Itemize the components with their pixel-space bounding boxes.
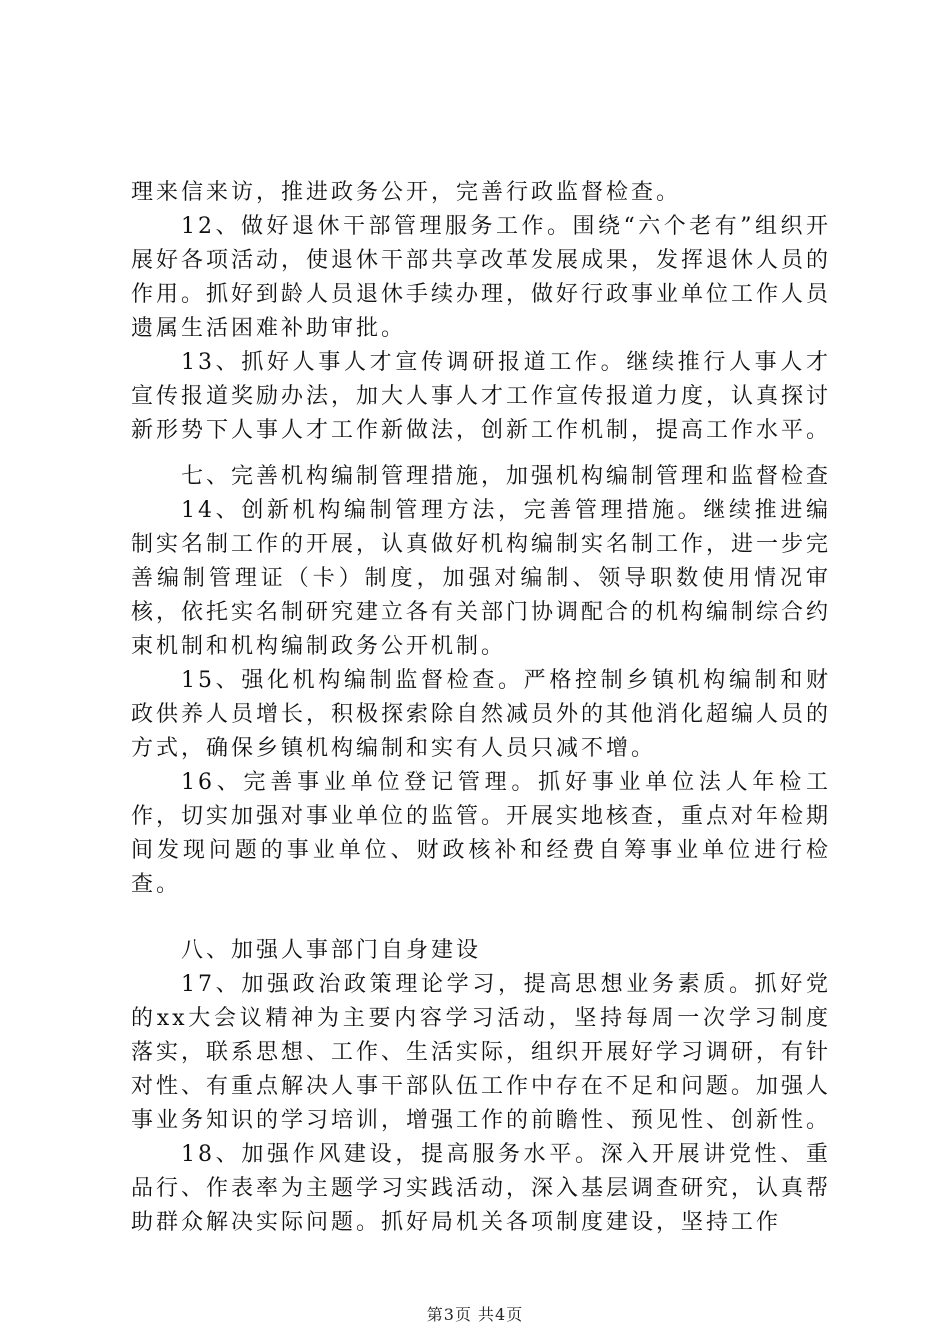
paragraph-continuation: 理来信来访，推进政务公开，完善行政监督检查。	[131, 180, 682, 205]
page-number-footer: 第3页 共4页	[426, 1305, 524, 1324]
paragraph-item-17: 17、加强政治政策理论学习，提高思想业务素质。抓好党的xx大会议精神为主要内容学习活动，坚持每周一次学习制度落实，联系思想、工作、生活实际，组织开展好学习调研，有针对性、有重点解决人事干部队伍工作中存在不足和问题。加强人事业务知识的学习培训，增强工作的前瞻性、预见性、创新性。	[131, 972, 832, 1133]
section-heading-7: 七、完善机构编制管理措施，加强机构编制管理和监督检查	[181, 464, 832, 489]
document-body	[131, 176, 831, 1240]
paragraph-item-15: 15、强化机构编制监督检查。严格控制乡镇机构编制和财政供养人员增长，积极探索除自然减员外的其他消化超编人员的方式，确保乡镇机构编制和实有人员只减不增。	[131, 668, 832, 761]
paragraph-item-14: 14、创新机构编制管理方法，完善管理措施。继续推进编制实名制工作的开展，认真做好机构编制实名制工作，进一步完善编制管理证（卡）制度，加强对编制、领导职数使用情况审核，依托实名制研究建立各有关部门协调配合的机构编制综合约束机制和机构编制政务公开机制。	[131, 498, 832, 659]
paragraph-item-18: 18、加强作风建设，提高服务水平。深入开展讲党性、重品行、作表率为主题学习实践活动，深入基层调查研究，认真帮助群众解决实际问题。抓好局机关各项制度建设，坚持工作	[131, 1142, 832, 1235]
paragraph-item-16: 16、完善事业单位登记管理。抓好事业单位法人年检工作，切实加强对事业单位的监管。开展实地核查，重点对年检期间发现问题的事业单位、财政核补和经费自筹事业单位进行检查。	[131, 770, 832, 897]
paragraph-item-13: 13、抓好人事人才宣传调研报道工作。继续推行人事人才宣传报道奖励办法，加大人事人才工作宣传报道力度，认真探讨新形势下人事人才工作新做法，创新工作机制，提高工作水平。	[131, 350, 832, 443]
paragraph-item-12: 12、做好退休干部管理服务工作。围绕“六个老有”组织开展好各项活动，使退休干部共享改革发展成果，发挥退休人员的作用。抓好到龄人员退休手续办理，做好行政事业单位工作人员遗属生活困难补助审批。	[131, 214, 832, 341]
section-heading-8: 八、加强人事部门自身建设	[181, 938, 482, 963]
